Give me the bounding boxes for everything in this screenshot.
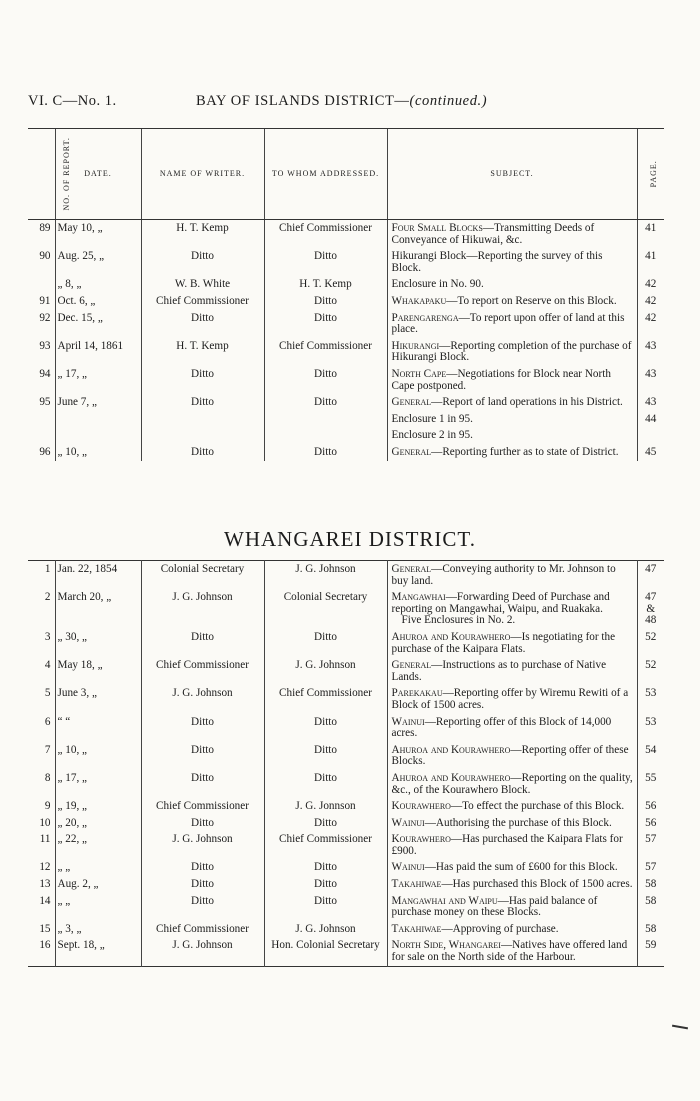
subject-heading: Ahuroa and Kourawhero [391,743,511,756]
report-number: 92 [39,311,51,324]
subject-cell [387,893,637,921]
subject-detail: —Negotiations for Block near North Cape postponed. [391,367,611,392]
subject-text [392,279,635,291]
writer-name: Ditto [141,310,264,338]
table-row [28,937,664,966]
subject-detail: —Reporting offer of these Blocks. [391,743,629,768]
addressee-name: J. G. Johnson [264,561,387,590]
page-number: 58 [637,921,664,938]
report-date: Oct. 6, „ [55,293,141,310]
report-date: „ 17, „ [55,770,141,798]
report-date: „ 22, „ [55,831,141,859]
subject-text [392,801,635,813]
page-number: 41 [637,220,664,249]
subject-text [392,397,635,409]
subject-heading: Parengarenga [391,311,459,324]
page-number: 52 [637,629,664,657]
addressee-name: Ditto [264,815,387,832]
subject-text [392,818,635,830]
subject-detail: —Reporting offer by Wiremu Rewiti of a Block of 1500 acres. [391,687,629,711]
table-row [28,293,664,310]
report-date: „ „ [55,893,141,921]
subject-text [392,592,635,615]
subject-text [392,223,635,246]
report-number: 93 [39,339,51,352]
report-number: 11 [39,833,51,846]
writer-name: Ditto [141,248,264,276]
subject-detail: —Natives have offered land for sale on the North side of the Harbour. [391,939,628,964]
subject-cell [387,714,637,742]
report-date: May 18, „ [55,657,141,685]
writer-name: Ditto [141,444,264,461]
addressee-name: Ditto [264,859,387,876]
subject-text [392,660,635,683]
subject-cell [387,338,637,366]
report-number: 95 [39,396,51,409]
page-title: BAY OF ISLANDS DISTRICT—(continued.) [196,93,488,109]
addressee-name: H. T. Kemp [264,276,387,293]
report-date: „ 19, „ [55,798,141,815]
addressee-name: Ditto [264,394,387,411]
report-number [28,411,55,428]
report-date: June 7, „ [55,394,141,411]
table-row [28,394,664,411]
subject-cell [387,685,637,713]
subject-heading: Wainui [391,715,425,728]
subject-cell [387,220,637,249]
writer-name: Chief Commissioner [141,798,264,815]
table-row [28,338,664,366]
table-row [28,444,664,461]
subject-text [392,341,635,364]
page-number: 54 [637,742,664,770]
report-date: „ 20, „ [55,815,141,832]
writer-name: Ditto [141,714,264,742]
addressee-name: J. G. Jonnson [264,798,387,815]
report-date: „ 10, „ [55,444,141,461]
subject-text [392,940,635,963]
page-number: 56 [637,798,664,815]
subject-heading: Mangawhai [391,591,446,604]
subject-heading: Wainui [391,816,425,829]
addressee-name: Ditto [264,629,387,657]
column-header-writer: NAME OF WRITER. [141,129,264,220]
addressee-name: Chief Commissioner [264,220,387,249]
writer-name: Chief Commissioner [141,657,264,685]
writer-name: W. B. White [141,276,264,293]
subject-cell [387,798,637,815]
subject-text [392,447,635,459]
table-row [28,893,664,921]
addressee-name: Ditto [264,248,387,276]
page-number: 58 [637,893,664,921]
report-date [55,427,141,444]
subject-cell [387,248,637,276]
subject-text [392,296,635,308]
report-date: Sept. 18, „ [55,937,141,966]
subject-heading: Takahiwae [391,922,442,935]
subject-detail: —Reporting further as to state of District. [431,445,619,458]
addressee-name [264,411,387,428]
report-date: June 3, „ [55,685,141,713]
subject-cell [387,937,637,966]
subject-heading: Takahiwae [391,878,442,891]
report-number: 10 [39,816,51,829]
subject-cell [387,589,637,629]
table-row [28,427,664,444]
writer-name: J. G. Johnson [141,937,264,966]
subject-cell [387,742,637,770]
report-number: 8 [44,771,51,784]
report-number: 16 [39,939,51,952]
column-header-date: DATE. [55,129,141,220]
report-number: 4 [44,659,51,672]
report-date: „ 10, „ [55,742,141,770]
page-number: 56 [637,815,664,832]
report-date: „ 8, „ [55,276,141,293]
subject-heading: General [391,563,432,575]
table-row [28,714,664,742]
subject-heading: General [391,659,432,672]
subject-detail: Enclosure in No. 90. [391,278,484,291]
report-date: April 14, 1861 [55,338,141,366]
subject-heading: Kourawhero [391,833,451,846]
report-number: 91 [39,294,51,307]
writer-name: H. T. Kemp [141,338,264,366]
addressee-name: J. G. Johnson [264,657,387,685]
table-row [28,921,664,938]
writer-name: Ditto [141,859,264,876]
subject-detail: Enclosure 1 in 95. [391,412,473,425]
subject-heading: North Side, Whangarei [391,939,501,952]
page-number: 43 [637,394,664,411]
subject-cell [387,770,637,798]
column-header-no: NO. OF REPORT. [28,129,55,220]
table-row [28,366,664,394]
subject-cell [387,657,637,685]
table-row [28,248,664,276]
table-row [28,876,664,893]
report-number: 12 [39,861,51,874]
addressee-name: Ditto [264,876,387,893]
addressee-name: Colonial Secretary [264,589,387,629]
addressee-name: Hon. Colonial Secretary [264,937,387,966]
subject-cell [387,815,637,832]
subject-heading: Ahuroa and Kourawhero [391,771,511,784]
report-date: „ „ [55,859,141,876]
report-number: 96 [39,445,51,458]
page-number: 55 [637,770,664,798]
page-number: 42 [637,276,664,293]
bay-table-body [28,220,664,461]
subject-heading: Wainui [391,861,425,874]
table-row [28,276,664,293]
subject-text [392,369,635,392]
subject-detail: —Reporting on the quality, &c., of the Kourawhero Block. [391,771,633,796]
writer-name: Ditto [141,770,264,798]
subject-text [392,896,635,919]
page-number: 58 [637,876,664,893]
whangarei-table [28,560,664,967]
report-number: 5 [44,687,51,700]
subject-cell [387,561,637,590]
writer-name: Chief Commissioner [141,293,264,310]
subject-text [392,313,635,336]
subject-cell [387,444,637,461]
addressee-name: Chief Commissioner [264,685,387,713]
subject-text [392,834,635,857]
subject-text [392,862,635,874]
addressee-name: Ditto [264,444,387,461]
writer-name [141,427,264,444]
page-number: 53 [637,685,664,713]
subject-detail: —To report upon offer of land at this place. [391,311,625,336]
subject-detail: —Conveying authority to Mr. Johnson to buy land. [391,563,616,587]
subject-text [392,688,635,711]
subject-heading: Kourawhero [391,800,451,813]
writer-name: Ditto [141,876,264,893]
subject-detail: —Approving of purchase. [441,922,559,935]
subject-cell [387,310,637,338]
subject-cell [387,411,637,428]
writer-name: J. G. Johnson [141,589,264,629]
table-row [28,770,664,798]
subject-enclosure: Five Enclosures in No. 2. [401,614,516,627]
subject-text [392,414,635,426]
table-row [28,220,664,249]
addressee-name: Ditto [264,742,387,770]
report-number: 14 [39,894,51,907]
addressee-name: Ditto [264,366,387,394]
subject-text [392,745,635,768]
writer-name: H. T. Kemp [141,220,264,249]
subject-text [392,430,635,442]
writer-name: Ditto [141,394,264,411]
subject-heading: Hikurangi [391,339,440,352]
margin-mark [672,1025,688,1030]
addressee-name: Chief Commissioner [264,831,387,859]
subject-heading: North Cape [391,367,447,380]
page-number: 47 & 48 [637,589,664,629]
table-row [28,561,664,590]
report-number: 90 [39,250,51,263]
subject-detail: —To effect the purchase of this Block. [450,800,625,813]
subject-heading: Parekakau [391,687,443,700]
report-date: Aug. 25, „ [55,248,141,276]
subject-detail: —Reporting offer of this Block of 14,000 acres. [391,715,612,740]
page-number: 59 [637,937,664,966]
table-row [28,589,664,629]
subject-detail: —Instructions as to purchase of Native Lands. [391,659,607,683]
whangarei-table-body [28,561,664,967]
page-number: 57 [637,831,664,859]
addressee-name: Chief Commissioner [264,338,387,366]
page-number: 45 [637,444,664,461]
page-number [637,427,664,444]
subject-cell [387,427,637,444]
report-number: 3 [44,630,51,643]
report-number [28,427,55,444]
page-header [28,93,668,113]
report-number: 1 [44,563,51,575]
report-date: „ 30, „ [55,629,141,657]
writer-name: Ditto [141,366,264,394]
table-row [28,798,664,815]
subject-detail: —Report of land operations in his District. [431,396,623,409]
table-row [28,629,664,657]
addressee-name [264,427,387,444]
report-number: 2 [44,591,51,604]
page-number: 41 [637,248,664,276]
subject-cell [387,394,637,411]
writer-name: Colonial Secretary [141,561,264,590]
page-number: 53 [637,714,664,742]
addressee-name: J. G. Johnson [264,921,387,938]
report-date: Aug. 2, „ [55,876,141,893]
subject-detail: Enclosure 2 in 95. [391,429,473,442]
subject-cell [387,831,637,859]
table-row [28,815,664,832]
column-header-to: TO WHOM ADDRESSED. [264,129,387,220]
report-date: May 10, „ [55,220,141,249]
page-number: 47 [637,561,664,590]
subject-cell [387,366,637,394]
subject-heading: General [391,445,432,458]
writer-name: Ditto [141,629,264,657]
addressee-name: Ditto [264,293,387,310]
table-row [28,685,664,713]
page-number: 52 [637,657,664,685]
addressee-name: Ditto [264,310,387,338]
report-number: 15 [39,922,51,935]
subject-heading: Mangawhai and Waipu [391,894,498,907]
subject-cell [387,629,637,657]
writer-name: Chief Commissioner [141,921,264,938]
subject-cell [387,859,637,876]
subject-cell [387,876,637,893]
column-header-subject: SUBJECT. [387,129,637,220]
report-number: 13 [39,878,51,891]
subject-detail: —Transmitting Deeds of Conveyance of Hikuwai, &c. [391,222,595,246]
table-row [28,859,664,876]
addressee-name: Ditto [264,714,387,742]
subject-detail: —Reporting completion of the purchase of Hikurangi Block. [391,339,632,364]
bay-of-islands-table [28,128,664,461]
subject-detail: —Has paid balance of purchase money on these Blocks. [391,894,598,919]
table-header-row [28,129,664,220]
subject-heading: General [391,396,432,409]
page-number: 43 [637,366,664,394]
page-reference: VI. C—No. 1. [28,93,117,109]
subject-text [392,717,635,740]
subject-text [392,879,635,891]
subject-text [392,564,635,587]
subject-detail: —Authorising the purchase of this Block. [424,816,612,829]
report-number [28,276,55,293]
subject-heading: Ahuroa and Kourawhero [391,630,511,643]
subject-text [392,251,635,274]
page-number: 43 [637,338,664,366]
writer-name: J. G. Johnson [141,831,264,859]
report-number: 94 [39,367,51,380]
report-number: 6 [44,715,51,728]
writer-name: Ditto [141,893,264,921]
subject-heading: Four Small Blocks [391,222,483,234]
table-row [28,411,664,428]
table-row [28,742,664,770]
subject-detail: Hikurangi Block—Reporting the survey of this Block. [391,250,603,274]
report-number: 9 [44,800,51,813]
column-header-page: PAGE. [637,129,664,220]
writer-name: J. G. Johnson [141,685,264,713]
subject-detail: —Is negotiating for the purchase of the Kaipara Flats. [391,630,616,655]
table-row [28,310,664,338]
page-number: 42 [637,310,664,338]
subject-detail: —Has purchased the Kaipara Flats for £900. [391,833,623,857]
table-row [28,831,664,859]
writer-name: Ditto [141,815,264,832]
report-date: „ 3, „ [55,921,141,938]
addressee-name: Ditto [264,893,387,921]
report-number: 7 [44,743,51,756]
subject-text [392,773,635,796]
writer-name [141,411,264,428]
table-row [28,657,664,685]
subject-detail: —Has purchased this Block of 1500 acres. [441,878,633,891]
writer-name: Ditto [141,742,264,770]
subject-detail: —Forwarding Deed of Purchase and reporting on Mangawhai, Waipu, and Ruakaka. [391,591,610,615]
report-date: March 20, „ [55,589,141,629]
report-date: Jan. 22, 1854 [55,561,141,590]
page-number: 44 [637,411,664,428]
subject-detail: —To report on Reserve on this Block. [446,294,617,307]
subject-text [392,632,635,655]
subject-cell [387,921,637,938]
subject-cell [387,276,637,293]
subject-detail: —Has paid the sum of £600 for this Block. [424,861,618,874]
subject-cell [387,293,637,310]
addressee-name: Ditto [264,770,387,798]
report-number: 89 [39,222,51,234]
subject-text [392,924,635,936]
report-date: Dec. 15, „ [55,310,141,338]
report-date: “ “ [55,714,141,742]
subject-heading: Whakapaku [391,294,447,307]
page-number: 42 [637,293,664,310]
page-number: 57 [637,859,664,876]
report-date: „ 17, „ [55,366,141,394]
report-date [55,411,141,428]
district-heading: WHANGAREI DISTRICT. [224,527,476,551]
